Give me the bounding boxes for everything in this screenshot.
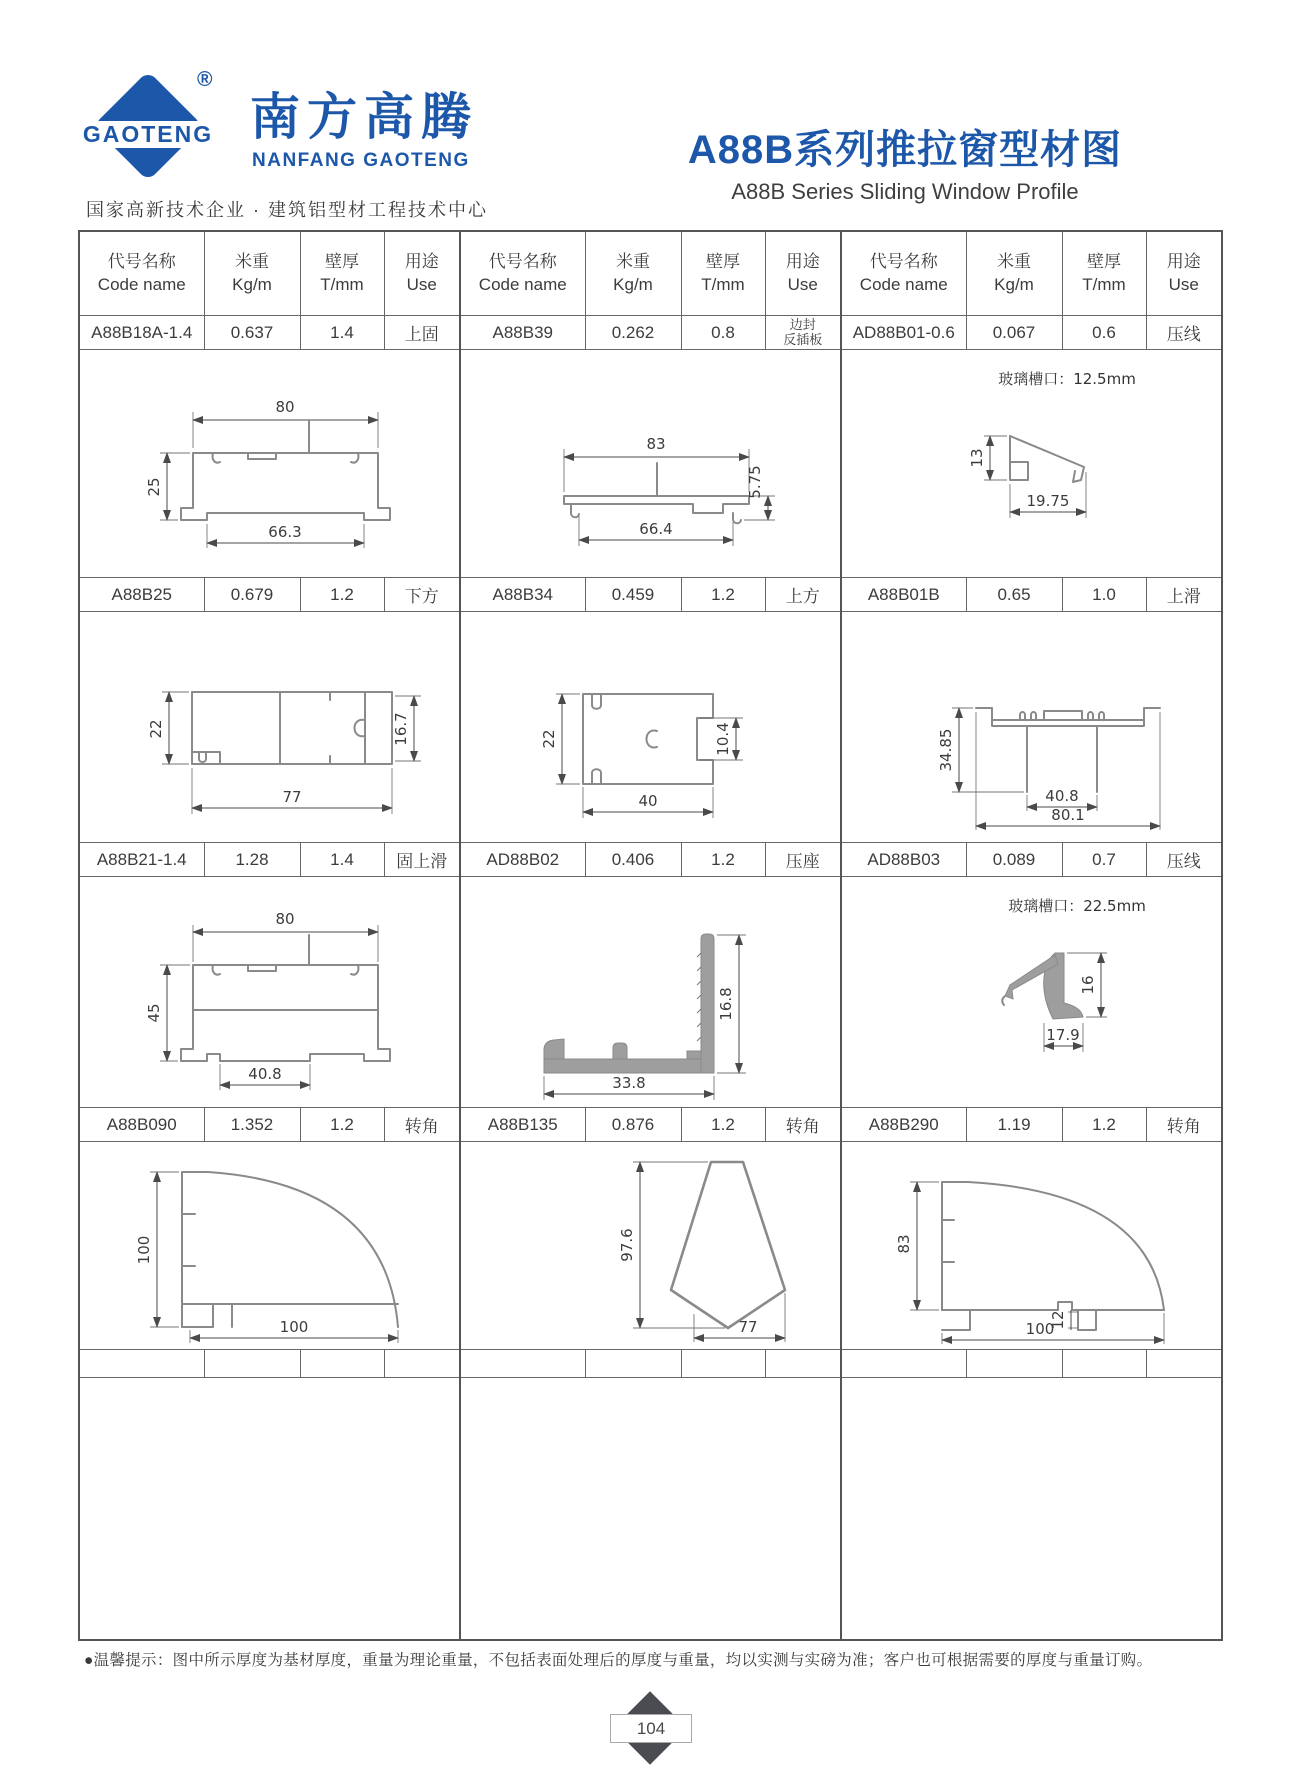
profile-drawing-cell bbox=[460, 1142, 841, 1350]
thickness-cell: 0.6 bbox=[1062, 316, 1146, 350]
data-row bbox=[79, 1108, 1222, 1142]
dim-label-bottom: 80.1 bbox=[1051, 806, 1085, 824]
thickness-cell: 1.4 bbox=[300, 316, 384, 350]
thickness-cell: 1.2 bbox=[681, 843, 765, 877]
col-header-thickness: 壁厚 T/mm bbox=[681, 231, 765, 316]
weight-cell: 1.19 bbox=[966, 1108, 1062, 1142]
glass-notch-note: 玻璃槽口：12.5mm bbox=[998, 370, 1136, 388]
profile-drawing-cell bbox=[79, 612, 460, 843]
dim-label-left: 83 bbox=[895, 1234, 913, 1254]
empty-data-row bbox=[79, 1350, 1222, 1378]
dim-label-top: 80 bbox=[275, 398, 295, 416]
dim-label-left: 100 bbox=[135, 1235, 153, 1265]
empty-drawing-cell bbox=[79, 1378, 460, 1641]
weight-cell: 0.876 bbox=[585, 1108, 681, 1142]
use-cell: 上方 bbox=[765, 578, 841, 612]
col-header-code: 代号名称 Code name bbox=[79, 231, 204, 316]
col-header-thickness: 壁厚 T/mm bbox=[300, 231, 384, 316]
page-number-badge bbox=[610, 1714, 692, 1743]
data-row bbox=[79, 316, 1222, 350]
col-header-weight: 米重 Kg/m bbox=[585, 231, 681, 316]
dim-label-bottom: 40 bbox=[638, 792, 658, 810]
col-header-use: 用途 Use bbox=[765, 231, 841, 316]
code-cell: A88B290 bbox=[841, 1108, 966, 1142]
code-cell: A88B01B bbox=[841, 578, 966, 612]
page-title-en: A88B Series Sliding Window Profile bbox=[731, 179, 1079, 204]
profile-drawing-a88b135 bbox=[461, 1142, 842, 1347]
brand-name-en: NANFANG GAOTENG bbox=[252, 150, 470, 171]
col-header-code: 代号名称 Code name bbox=[460, 231, 585, 316]
empty-cell bbox=[1062, 1350, 1146, 1378]
profile-drawing-cell bbox=[79, 1142, 460, 1350]
code-cell: A88B39 bbox=[460, 316, 585, 350]
empty-cell bbox=[585, 1350, 681, 1378]
weight-cell: 0.262 bbox=[585, 316, 681, 350]
weight-cell: 0.637 bbox=[204, 316, 300, 350]
data-row bbox=[79, 843, 1222, 877]
profile-drawing-a88b01b bbox=[842, 612, 1223, 840]
dim-label-right: 16.7 bbox=[392, 712, 410, 746]
code-cell: A88B21-1.4 bbox=[79, 843, 204, 877]
dim-label-left: 97.6 bbox=[618, 1228, 636, 1262]
dim-label-left: 22 bbox=[540, 729, 558, 749]
empty-cell bbox=[79, 1350, 204, 1378]
profile-drawing-cell bbox=[841, 877, 1222, 1108]
thickness-cell: 1.2 bbox=[1062, 1108, 1146, 1142]
profile-drawing-a88b21 bbox=[80, 877, 461, 1105]
thickness-cell: 1.2 bbox=[300, 578, 384, 612]
dim-label-right: 16 bbox=[1079, 975, 1097, 995]
dim-label-right: 5.75 bbox=[746, 465, 764, 499]
empty-cell bbox=[681, 1350, 765, 1378]
use-cell: 上滑 bbox=[1146, 578, 1222, 612]
empty-drawing-cell bbox=[841, 1378, 1222, 1641]
dim-label-bottom: 17.9 bbox=[1046, 1026, 1080, 1044]
drawing-row bbox=[79, 877, 1222, 1108]
col-header-weight: 米重 Kg/m bbox=[204, 231, 300, 316]
weight-cell: 0.406 bbox=[585, 843, 681, 877]
dim-label-bottom: 77 bbox=[738, 1318, 758, 1336]
profile-drawing-ad88b03 bbox=[842, 877, 1223, 1105]
dim-label-left: 25 bbox=[145, 477, 163, 497]
thickness-cell: 1.2 bbox=[300, 1108, 384, 1142]
code-cell: AD88B03 bbox=[841, 843, 966, 877]
code-cell: AD88B02 bbox=[460, 843, 585, 877]
empty-cell bbox=[300, 1350, 384, 1378]
dim-label-right: 10.4 bbox=[714, 722, 732, 756]
profile-drawing-ad88b02 bbox=[461, 877, 842, 1105]
empty-cell bbox=[966, 1350, 1062, 1378]
code-cell: A88B25 bbox=[79, 578, 204, 612]
use-cell: 转角 bbox=[384, 1108, 460, 1142]
weight-cell: 1.352 bbox=[204, 1108, 300, 1142]
title-block bbox=[620, 128, 1190, 205]
use-cell: 转角 bbox=[1146, 1108, 1222, 1142]
col-header-use: 用途 Use bbox=[1146, 231, 1222, 316]
profile-drawing-cell bbox=[460, 350, 841, 578]
dim-label-top: 80 bbox=[275, 910, 295, 928]
profile-table bbox=[78, 230, 1223, 1641]
registered-mark: ® bbox=[197, 68, 213, 91]
thickness-cell: 1.0 bbox=[1062, 578, 1146, 612]
weight-cell: 1.28 bbox=[204, 843, 300, 877]
profile-drawing-ad88b01 bbox=[842, 350, 1223, 575]
weight-cell: 0.679 bbox=[204, 578, 300, 612]
weight-cell: 0.089 bbox=[966, 843, 1062, 877]
use-cell: 边封 反插板 bbox=[765, 316, 841, 350]
use-cell: 压座 bbox=[765, 843, 841, 877]
code-cell: A88B34 bbox=[460, 578, 585, 612]
profile-drawing-cell bbox=[460, 877, 841, 1108]
use-cell: 压线 bbox=[1146, 316, 1222, 350]
logo-gaoteng-text: GAOTENG bbox=[82, 121, 214, 147]
thickness-cell: 1.2 bbox=[681, 1108, 765, 1142]
empty-drawing-cell bbox=[460, 1378, 841, 1641]
dim-label-bottom: 33.8 bbox=[612, 1074, 646, 1092]
profile-drawing-cell bbox=[79, 877, 460, 1108]
col-header-weight: 米重 Kg/m bbox=[966, 231, 1062, 316]
code-cell: AD88B01-0.6 bbox=[841, 316, 966, 350]
profile-drawing-cell bbox=[460, 612, 841, 843]
dim-label-left: 45 bbox=[145, 1003, 163, 1023]
drawing-row bbox=[79, 612, 1222, 843]
empty-cell bbox=[384, 1350, 460, 1378]
profile-drawing-cell bbox=[841, 350, 1222, 578]
dim-label-inner: 40.8 bbox=[1045, 787, 1079, 805]
dim-label-top: 83 bbox=[646, 435, 666, 453]
dim-label-left: 22 bbox=[147, 719, 165, 739]
thickness-cell: 0.7 bbox=[1062, 843, 1146, 877]
use-cell: 下方 bbox=[384, 578, 460, 612]
profile-drawing-cell bbox=[841, 612, 1222, 843]
code-cell: A88B090 bbox=[79, 1108, 204, 1142]
data-row bbox=[79, 578, 1222, 612]
use-cell: 转角 bbox=[765, 1108, 841, 1142]
dim-label-bottom: 66.3 bbox=[268, 523, 302, 541]
drawing-row bbox=[79, 1142, 1222, 1350]
weight-cell: 0.65 bbox=[966, 578, 1062, 612]
col-header-use: 用途 Use bbox=[384, 231, 460, 316]
header-row bbox=[79, 231, 1222, 316]
profile-drawing-cell bbox=[841, 1142, 1222, 1350]
footer-note: ●温馨提示：图中所示厚度为基材厚度，重量为理论重量，不包括表面处理后的厚度与重量，均以实测与实磅为准；客户也可根据需要的厚度与重量订购。 bbox=[84, 1652, 1153, 1669]
dim-label-bottom: 66.4 bbox=[639, 520, 673, 538]
company-tagline: 国家高新技术企业 · 建筑铝型材工程技术中心 bbox=[86, 200, 488, 220]
thickness-cell: 1.4 bbox=[300, 843, 384, 877]
glass-notch-note: 玻璃槽口：22.5mm bbox=[1008, 897, 1146, 915]
profile-drawing-a88b34 bbox=[461, 612, 842, 840]
empty-cell bbox=[765, 1350, 841, 1378]
code-cell: A88B135 bbox=[460, 1108, 585, 1142]
empty-cell bbox=[841, 1350, 966, 1378]
empty-drawing-row bbox=[79, 1378, 1222, 1641]
profile-drawing-a88b39 bbox=[461, 350, 842, 575]
profile-drawing-a88b18a bbox=[80, 350, 461, 575]
use-cell: 上固 bbox=[384, 316, 460, 350]
empty-cell bbox=[204, 1350, 300, 1378]
page-number: 104 bbox=[636, 1718, 666, 1738]
logo-band bbox=[82, 121, 214, 148]
col-header-thickness: 壁厚 T/mm bbox=[1062, 231, 1146, 316]
dim-label-bottom: 100 bbox=[279, 1318, 309, 1336]
page-title-zh: A88B系列推拉窗型材图 bbox=[687, 128, 1123, 172]
thickness-cell: 0.8 bbox=[681, 316, 765, 350]
thickness-cell: 1.2 bbox=[681, 578, 765, 612]
weight-cell: 0.067 bbox=[966, 316, 1062, 350]
dim-label-right: 16.8 bbox=[717, 987, 735, 1021]
empty-cell bbox=[1146, 1350, 1222, 1378]
dim-label-bottom: 19.75 bbox=[1026, 492, 1070, 510]
dim-label-left: 34.85 bbox=[937, 728, 955, 772]
weight-cell: 0.459 bbox=[585, 578, 681, 612]
drawing-row bbox=[79, 350, 1222, 578]
profile-drawing-a88b090 bbox=[80, 1142, 461, 1347]
dim-label-left: 13 bbox=[968, 448, 986, 468]
dim-label-bottom: 40.8 bbox=[248, 1065, 282, 1083]
profile-drawing-a88b290 bbox=[842, 1142, 1223, 1347]
dim-label-bottom: 77 bbox=[282, 788, 302, 806]
use-cell: 压线 bbox=[1146, 843, 1222, 877]
use-cell: 固上滑 bbox=[384, 843, 460, 877]
profile-drawing-a88b25 bbox=[80, 612, 461, 840]
col-header-code: 代号名称 Code name bbox=[841, 231, 966, 316]
brand-name-zh: 南方高腾 bbox=[250, 89, 478, 145]
empty-cell bbox=[460, 1350, 585, 1378]
dim-label-small: 12 bbox=[1049, 1310, 1067, 1330]
code-cell: A88B18A-1.4 bbox=[79, 316, 204, 350]
dim-label-bottom: 100 bbox=[1025, 1320, 1055, 1338]
profile-drawing-cell bbox=[79, 350, 460, 578]
